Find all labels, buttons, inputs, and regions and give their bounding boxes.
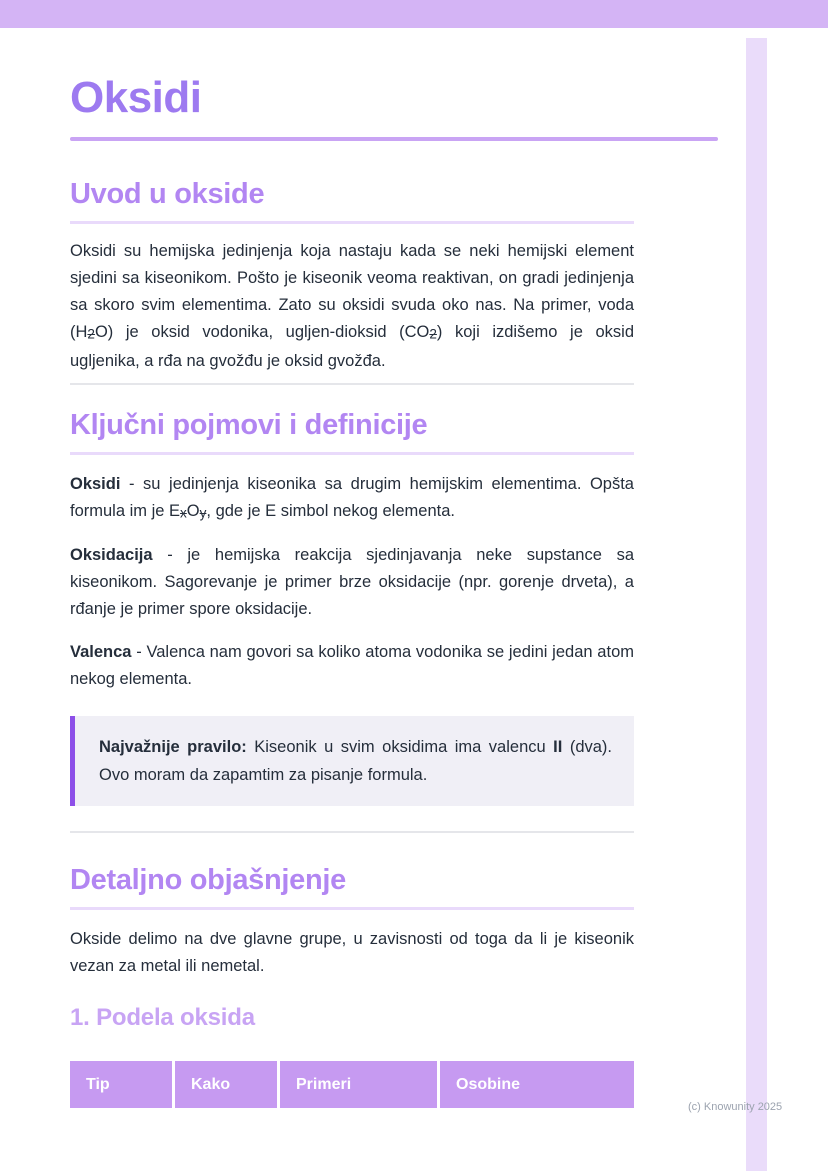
right-accent-ribbon	[746, 38, 767, 1171]
callout-box	[70, 716, 634, 806]
text-run: - Valenca nam govori sa koliko atoma vodonika se jedini jedan atom nekog elementa.	[70, 643, 634, 689]
table-header-cell-primeri: Primeri	[280, 1061, 437, 1108]
document-content	[70, 28, 634, 1108]
table-header-cell-osobine: Osobine	[440, 1061, 634, 1108]
text-run: - je hemijska reakcija sjedinjavanja neke supstance sa kiseonikom. Sagorevanje je primer brze oksidacije (npr. gorenje drveta), a rđanje je primer spore oksidacije.	[70, 546, 634, 619]
bold-term: Oksidi	[70, 474, 121, 493]
subscript-run: y	[199, 505, 207, 521]
definition-oksidi	[70, 471, 634, 527]
text-run: (dva). Ovo moram da zapamtim za pisanje formula.	[99, 738, 613, 785]
text-run: O) je oksid vodonika, ugljen-dioksid (CO	[94, 323, 430, 341]
text-run: Kiseonik u svim oksidima ima valencu	[246, 738, 554, 757]
text-run: Oksidi su hemijska jedinjenja koja nastaju kada se neki hemijski element sjedini sa kiseonikom. Pošto je kiseonik veoma reaktivan, on gradi jedinjenja sa skoro svim elementima. Zato su oksidi svuda oko nas. Na primer, voda (H	[70, 242, 634, 341]
page-title: Oksidi	[70, 73, 202, 122]
section-heading-pojmovi: Ključni pojmovi i definicije	[70, 408, 428, 441]
paragraph-podela: Okside delimo na dve glavne grupe, u zavisnosti od toga da li je kiseonik vezan za metal ili nemetal.	[70, 930, 634, 976]
table-header-cell-kako: Kako	[175, 1061, 277, 1108]
bold-term: Valenca	[70, 643, 132, 662]
subsection-heading-podela-oksida: 1. Podela oksida	[70, 1004, 255, 1032]
subscript-run: 2	[87, 326, 95, 342]
table-header-row	[70, 1061, 634, 1108]
bold-term: II	[553, 738, 563, 757]
definition-valenca	[70, 639, 634, 693]
heading-underline	[70, 221, 634, 224]
section-heading-uvod: Uvod u okside	[70, 178, 265, 210]
heading-underline	[70, 452, 634, 455]
title-divider	[70, 137, 718, 141]
text-run: ) koji izdišemo je oksid ugljenika, a rđa na gvožđu je oksid gvožđa.	[70, 323, 634, 370]
copyright-text: (c) Knowunity 2025	[688, 1101, 783, 1113]
section-divider	[70, 383, 634, 385]
bold-term: Najvažnije pravilo:	[99, 738, 247, 757]
text-run: , gde je E simbol nekog elementa.	[206, 501, 455, 520]
subscript-run: x	[180, 505, 187, 521]
text-run: - su jedinjenja kiseonika sa drugim hemijskim elementima. Opšta formula im je E	[70, 474, 634, 520]
text-run: O	[186, 501, 200, 520]
bold-term: Oksidacija	[70, 546, 153, 565]
top-accent-bar	[0, 0, 828, 28]
section-divider	[70, 831, 634, 833]
heading-underline	[70, 907, 634, 910]
definition-oksidacija	[70, 542, 634, 623]
subscript-run: 2	[429, 326, 437, 342]
paragraph-intro	[70, 238, 634, 375]
section-heading-detaljno: Detaljno objašnjenje	[70, 864, 346, 897]
callout-text	[99, 733, 612, 789]
table-header-cell-tip: Tip	[70, 1061, 172, 1108]
